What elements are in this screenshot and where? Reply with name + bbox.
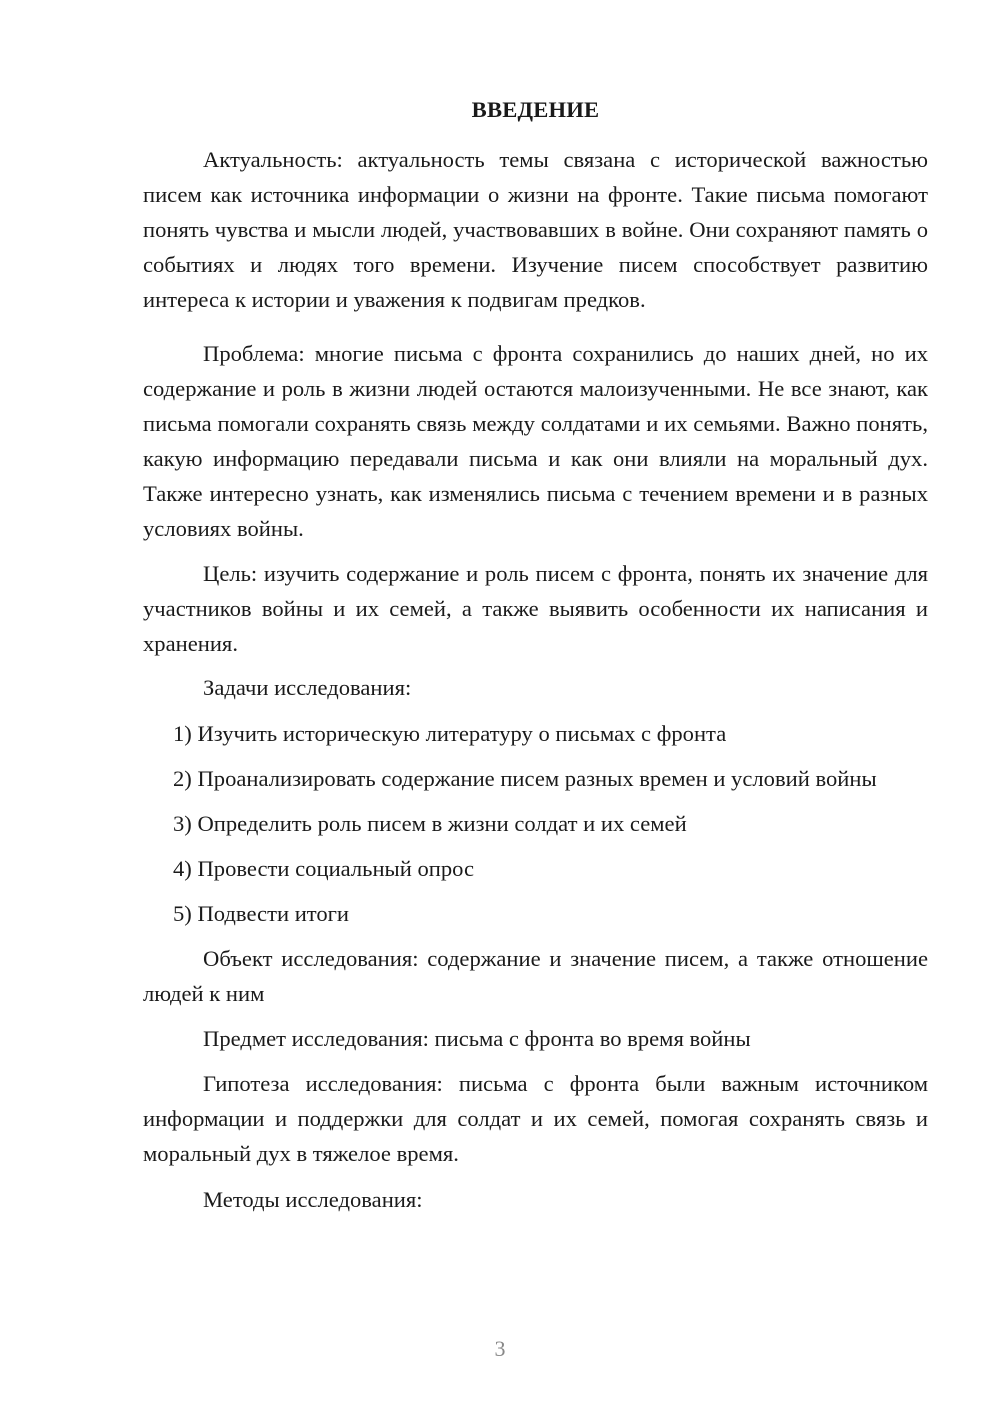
section-title: ВВЕДЕНИЕ [471, 97, 600, 122]
paragraph-actuality: Актуальность: актуальность темы связана с исторической важностью писем как источника информации о жизни на фронте. Такие письма помогают понять чувства и мысли людей, участвовавших в войне. Они сохраняют память о событиях и людях того времени. Изучение писем способствует развитию интереса к истории и уважения к подвигам предков. [143, 147, 928, 312]
tasks-heading: Задачи исследования: [203, 675, 412, 700]
tasks-list [143, 716, 928, 931]
methods-heading: Методы исследования: [203, 1187, 423, 1212]
paragraph-problem: Проблема: многие письма с фронта сохранились до наших дней, но их содержание и роль в жизни людей остаются малоизученными. Не все знают, как письма помогали сохранять связь между солдатами и их семьями. Важно понять, какую информацию передавали письма и как они влияли на моральный дух. Также интересно узнать, как изменялись письма с течением времени и в разных условиях войны. [143, 341, 928, 541]
paragraph-hypothesis: Гипотеза исследования: письма с фронта были важным источником информации и поддержки для солдат и их семей, помогая сохранять связь и моральный дух в тяжелое время. [143, 1071, 928, 1166]
task-item-5: 5) Подвести итоги [173, 901, 350, 926]
paragraph-goal: Цель: изучить содержание и роль писем с фронта, понять их значение для участников войны и их семей, а также выявить особенности их написания и хранения. [143, 561, 928, 656]
paragraph-subject: Предмет исследования: письма с фронта во время войны [203, 1026, 751, 1051]
task-item-4: 4) Провести социальный опрос [173, 856, 475, 881]
paragraph-object: Объект исследования: содержание и значение писем, а также отношение людей к ним [143, 946, 928, 1006]
task-item-2: 2) Проанализировать содержание писем разных времен и условий войны [173, 766, 877, 791]
task-item-3: 3) Определить роль писем в жизни солдат и их семей [173, 811, 687, 836]
task-item-1: 1) Изучить историческую литературу о письмах с фронта [173, 721, 727, 746]
page-number: 3 [494, 1336, 506, 1361]
page-content [143, 92, 928, 1217]
